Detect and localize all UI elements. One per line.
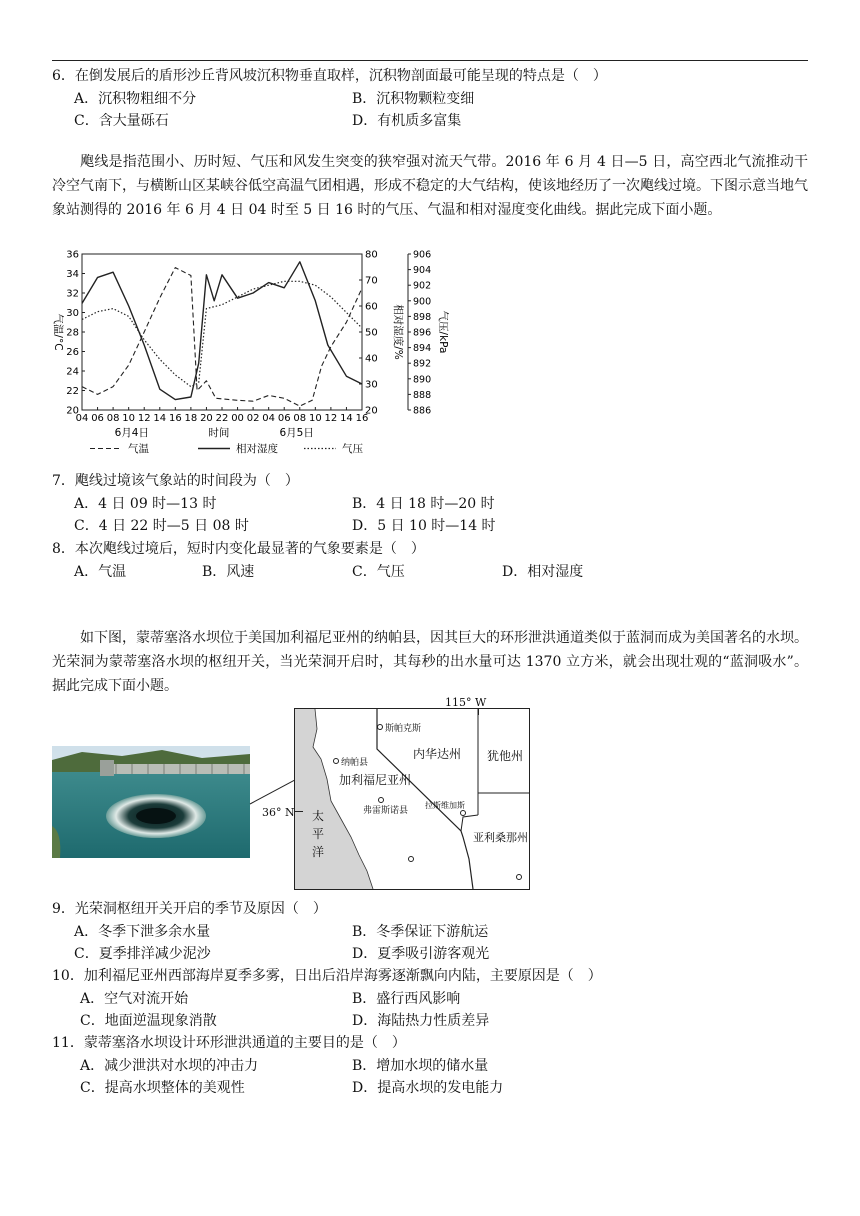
map-label-ocean-3: 洋 (312, 845, 325, 859)
legend-label-0: 气温 (128, 443, 149, 455)
q10-option-b[interactable]: B．盛行西风影响 (352, 991, 461, 1007)
y-left-tick-label: 22 (66, 386, 79, 397)
x-tick-label: 00 (231, 413, 244, 424)
x-tick-label: 10 (122, 413, 136, 424)
question-8-stem: 8．本次飑线过境后，短时内变化最显著的气象要素是（ ） (52, 541, 425, 557)
q9-option-a[interactable]: A．冬季下泄多余水量 (74, 924, 211, 940)
q11-option-c[interactable]: C．提高水坝整体的美观性 (80, 1080, 245, 1096)
q6-option-d[interactable]: D．有机质多富集 (352, 113, 462, 129)
x-tick-label: 08 (106, 413, 120, 424)
y-right-tick-label: 900 (413, 296, 432, 308)
question-6-stem: 6．在倒发展后的盾形沙丘背风坡沉积物垂直取样，沉积物剖面最可能呈现的特点是（ ） (52, 68, 607, 84)
y-right-tick-label: 890 (413, 374, 432, 386)
x-tick-label: 12 (137, 413, 151, 424)
header-rule (52, 60, 808, 61)
y-right-tick-label: 886 (413, 405, 432, 417)
y-left-tick-label: 34 (66, 269, 79, 280)
glory-hole-photo (52, 746, 250, 858)
y-mid-tick-label: 40 (365, 353, 378, 365)
x-tick-label: 04 (262, 413, 276, 424)
question-7-stem: 7．飑线过境该气象站的时间段为（ ） (52, 473, 299, 489)
x-tick-label: 04 (75, 413, 89, 424)
question-11-stem: 11．蒙蒂塞洛水坝设计环形泄洪通道的主要目的是（ ） (52, 1035, 406, 1051)
series-line-1 (82, 262, 362, 400)
y-mid-tick-label: 80 (365, 249, 378, 261)
y-left-tick-label: 28 (66, 327, 79, 339)
x-tick-label: 14 (340, 413, 353, 424)
lat-tick (295, 811, 303, 812)
q9-option-d[interactable]: D．夏季吸引游客观光 (352, 946, 490, 962)
x-tick-label: 06 (91, 413, 104, 424)
map-longitude-label: 115° W (445, 696, 487, 709)
map-label-sparks: 斯帕克斯 (385, 724, 422, 734)
map-label-napa: 纳帕县 (341, 758, 369, 768)
x-tick-label: 10 (308, 413, 322, 424)
lon-tick (478, 709, 479, 715)
y-right-tick-label: 898 (413, 311, 432, 323)
y-left-tick-label: 20 (66, 405, 79, 417)
x-tick-label: 02 (246, 413, 260, 424)
x-tick-label: 06 (277, 413, 291, 424)
x-tick-label: 16 (355, 413, 369, 424)
y-mid-tick-label: 30 (365, 379, 378, 391)
y-right-tick-label: 892 (413, 358, 432, 370)
map (294, 708, 530, 890)
y-right-tick-label: 896 (413, 327, 432, 339)
y-mid-tick-label: 60 (365, 301, 378, 313)
passage-squall-line-text: 飑线是指范围小、历时短、气压和风发生突变的狭窄强对流天气带。2016 年 6 月 4 日—5 日，高空西北气流推动干冷空气南下，与横断山区某峡谷低空高温气团相遇，形成不稳定的大气结构，使该地经历了一次飑线过境。下图示意当地气象站测得的 2016 年 6 月 4 日 04 时至 5 日 16 时的气压、气温和相对湿度变化曲线。据此完成下面小题。 (52, 154, 808, 218)
q6-option-a[interactable]: A．沉积物粗细不分 (74, 91, 197, 107)
q8-option-d[interactable]: D．相对湿度 (502, 564, 584, 580)
question-10-stem: 10．加利福尼亚州西部海岸夏季多雾，日出后沿岸海雾逐渐飘向内陆，主要原因是（ ） (52, 968, 602, 984)
q11-option-b[interactable]: B．增加水坝的储水量 (352, 1058, 489, 1074)
q10-option-c[interactable]: C．地面逆温现象消散 (80, 1013, 217, 1029)
q8-option-c[interactable]: C．气压 (352, 564, 405, 580)
q10-option-a[interactable]: A．空气对流开始 (80, 991, 189, 1007)
q8-option-b[interactable]: B．风速 (202, 564, 255, 580)
y-right-tick-label: 906 (413, 249, 432, 261)
question-9-stem: 9．光荣洞枢纽开关开启的季节及原因（ ） (52, 901, 327, 917)
y-right-tick-label: 902 (413, 280, 432, 292)
y-mid-tick-label: 50 (365, 327, 378, 339)
q7-option-b[interactable]: B．4 日 18 时—20 时 (352, 496, 495, 512)
map-label-ocean-1: 太 (312, 809, 325, 823)
y-left-axis-label: 气温/°C (52, 313, 64, 351)
q11-option-d[interactable]: D．提高水坝的发电能力 (352, 1080, 504, 1096)
map-label-utah: 犹他州 (487, 749, 524, 763)
y-left-tick-label: 30 (66, 308, 79, 319)
x-axis-label: 时间 (208, 427, 230, 439)
q6-option-b[interactable]: B．沉积物颗粒变细 (352, 91, 475, 107)
map-label-fresno: 弗雷斯诺县 (363, 806, 409, 816)
map-label-ocean-2: 平 (312, 827, 325, 841)
legend-label-1: 相对湿度 (236, 443, 278, 455)
y-mid-tick-label: 70 (365, 275, 378, 287)
y-left-tick-label: 36 (66, 249, 79, 261)
y-mid-tick-label: 20 (365, 405, 378, 417)
passage-monticello-dam (52, 626, 808, 698)
x-tick-label: 14 (153, 413, 167, 424)
y-right-tick-label: 894 (413, 343, 432, 355)
weather-chart (46, 246, 449, 468)
q7-option-d[interactable]: D．5 日 10 时—14 时 (352, 518, 496, 534)
legend-label-2: 气压 (342, 443, 363, 455)
map-label-arizona: 亚利桑那州 (473, 831, 528, 844)
q9-option-c[interactable]: C．夏季排洋减少泥沙 (74, 946, 211, 962)
y-mid-axis-label: 相对湿度/% (392, 304, 404, 360)
y-right-axis-label: 气压/kPa (437, 310, 449, 354)
y-right-tick-label: 904 (413, 265, 432, 277)
q7-option-c[interactable]: C．4 日 22 时—5 日 08 时 (74, 518, 249, 534)
y-right-tick-label: 888 (413, 389, 432, 401)
x-tick-label: 22 (215, 413, 229, 424)
passage-monticello-dam-text: 如下图，蒙蒂塞洛水坝位于美国加利福尼亚州的纳帕县，因其巨大的环形泄洪通道类似于蓝洞而成为美国著名的水坝。光荣洞为蒙蒂塞洛水坝的枢纽开关，当光荣洞开启时，其每秒的出水量可达 1370 立方米，就会出现壮观的“蓝洞吸水”。据此完成下面小题。 (52, 630, 808, 694)
y-left-tick-label: 24 (66, 366, 79, 378)
q7-option-a[interactable]: A．4 日 09 时—13 时 (74, 496, 217, 512)
x-group-label-june5: 6月5日 (279, 427, 314, 439)
map-label-nevada: 内华达州 (413, 747, 462, 761)
map-label-california: 加利福尼亚州 (339, 773, 412, 787)
map-latitude-label: 36° N (262, 806, 295, 819)
x-tick-label: 18 (184, 413, 198, 424)
x-tick-label: 16 (168, 413, 182, 424)
x-group-label-june4: 6月4日 (114, 427, 149, 439)
passage-squall-line (52, 150, 808, 222)
map-label-las-vegas: 拉斯维加斯 (425, 801, 465, 810)
q8-option-a[interactable]: A．气温 (74, 564, 127, 580)
x-tick-label: 12 (324, 413, 338, 424)
plot-frame (82, 254, 362, 410)
series-line-0 (82, 268, 362, 407)
x-tick-label: 20 (200, 413, 213, 424)
x-tick-label: 08 (293, 413, 307, 424)
q6-option-c[interactable]: C．含大量砾石 (74, 113, 169, 129)
q11-option-a[interactable]: A．减少泄洪对水坝的冲击力 (80, 1058, 259, 1074)
y-left-tick-label: 26 (66, 347, 79, 358)
map-shapes (295, 709, 529, 889)
y-left-tick-label: 32 (66, 288, 79, 300)
q9-option-b[interactable]: B．冬季保证下游航运 (352, 924, 489, 940)
q10-option-d[interactable]: D．海陆热力性质差异 (352, 1013, 490, 1029)
